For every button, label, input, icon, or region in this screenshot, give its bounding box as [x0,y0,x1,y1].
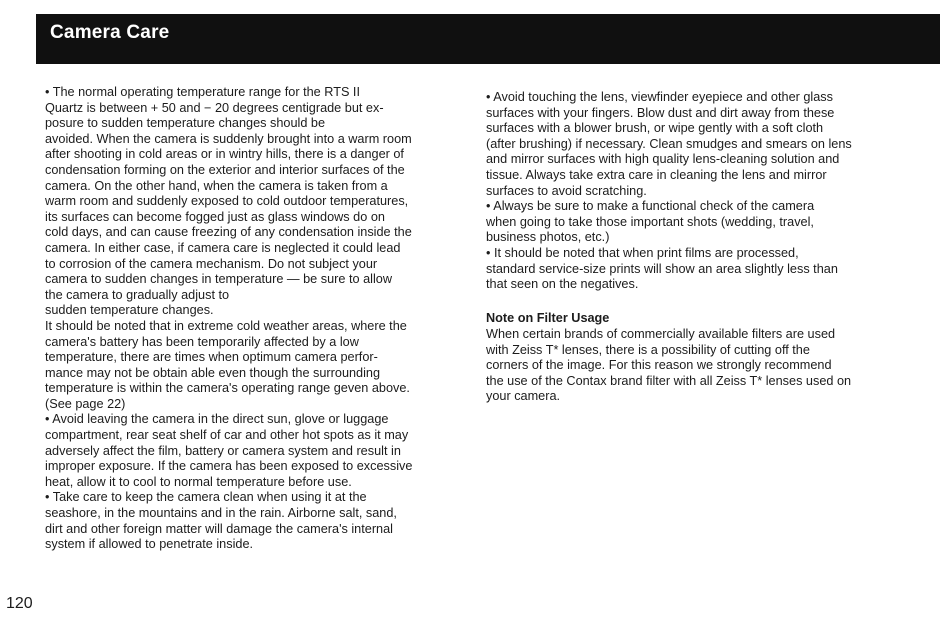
page-number: 120 [6,595,33,612]
note-body: When certain brands of commercially available filters are used with Zeiss T* lenses, there is a possibility of cutting off the corners of the image. For this reason we strongly recommend the use of the Contax brand filter with all Zeiss T* lenses used on your camera. [486,327,852,404]
page-title: Camera Care [50,22,170,43]
left-column-text: • The normal operating temperature range for the RTS II Quartz is between + 50 and − 20 degrees centigrade but ex- posure to sudden temperature changes should be avoided. When the camera is suddenly brought into a warm room after shooting in cold areas or in wintry hills, there is a danger of condensation forming on the exterior and interior surfaces of the camera. On the other hand, when the camera is taken from a warm room and suddenly exposed to cold outdoor temperatures, its surfaces can become fogged just as glass windows do on cold days, and can cause freezing of any condensation inside the camera. In either case, if camera care is neglected it could lead to corrosion of the camera mechanism. Do not subject your camera to sudden changes in temperature — be sure to allow the camera to gradually adjust to sudden temperature changes. It should be noted that in extreme cold weather areas, where the camera's battery has been temporarily affected by a low temperature, there are times when optimum camera perfor- mance may not be obtain able even though the surrounding temperature is within the camera's operating range geven above. (See page 22) • Avoid leaving the camera in the direct sun, glove or luggage compartment, rear seat shelf of car and other hot spots as it may adversely affect the film, battery or camera system and result in improper exposure. If the camera has been exposed to excessive heat, allow it to cool to normal temperature before use. • Take care to keep the camera clean when using it at the seashore, in the mountains and in the rain. Airborne salt, sand, dirt and other foreign matter will damage the camera's internal system if allowed to penetrate inside. [45,85,413,552]
right-column-text: • Avoid touching the lens, viewfinder eyepiece and other glass surfaces with your fingers. Blow dust and dirt away from these surfaces with a blower brush, or wipe gently with a soft cloth (after brushing) if necessary. Clean smudges and smears on lens and mirror surfaces with high quality lens-cleaning solution and tissue. Always take extra care in cleaning the lens and mirror surfaces to avoid scratching. • Always be sure to make a functional check of the camera when going to take those important shots (wedding, travel, business photos, etc.) • It should be noted that when print films are processed, standard service-size prints will show an area slightly less than that seen on the negatives. [486,90,852,292]
note-heading: Note on Filter Usage [486,311,610,325]
section-header-bar [36,14,940,64]
